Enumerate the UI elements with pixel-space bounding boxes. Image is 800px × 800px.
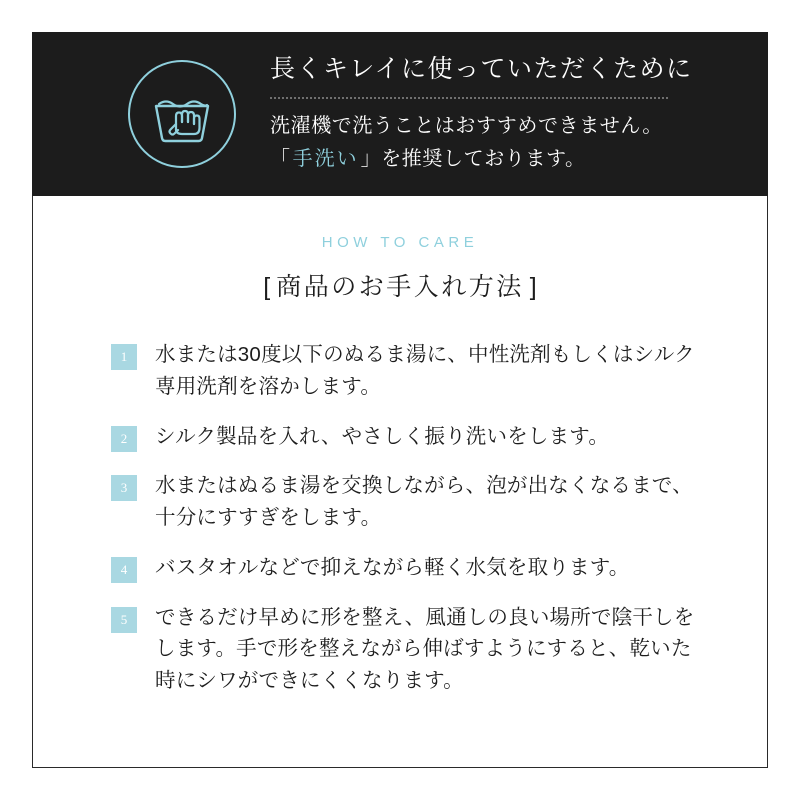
quote-close-and-text: 」を推奨しております。 xyxy=(360,147,586,170)
care-steps-list xyxy=(33,339,767,697)
care-body-panel xyxy=(32,196,768,768)
header-banner xyxy=(32,32,768,196)
list-item xyxy=(111,421,709,453)
handwash-accent-word: 手洗い xyxy=(292,147,359,170)
step-text: 水またはぬるま湯を交換しながら、泡が出なくなるまで、十分にすすぎをします。 xyxy=(155,474,693,530)
section-eyebrow: HOW TO CARE xyxy=(321,234,479,251)
list-item xyxy=(111,339,709,403)
header-title: 長くキレイに使っていただくために xyxy=(270,55,693,84)
step-number-badge: 3 xyxy=(111,475,137,501)
section-title xyxy=(33,267,767,303)
section-title-text: 商品のお手入れ方法 xyxy=(276,273,524,301)
header-text-block xyxy=(270,54,768,173)
step-number-badge: 2 xyxy=(111,426,137,452)
dotted-divider xyxy=(270,97,668,99)
step-text: 水または30度以下のぬるま湯に、中性洗剤もしくはシルク専用洗剤を溶かします。 xyxy=(155,343,695,398)
hand-wash-icon xyxy=(128,60,236,168)
header-subtitle-line2 xyxy=(270,145,748,174)
bracket-open: [ xyxy=(263,273,271,301)
step-number-badge: 1 xyxy=(111,344,137,370)
header-subtitle-line1: 洗濯機で洗うことはおすすめできません。 xyxy=(270,114,663,137)
step-text: シルク製品を入れ、やさしく振り洗いをします。 xyxy=(155,424,610,448)
list-item xyxy=(111,552,709,584)
quote-open: 「 xyxy=(270,147,291,170)
step-text: できるだけ早めに形を整え、風通しの良い場所で陰干しをします。手で形を整えながら伸ばすようにすると、乾いた時にシワができにくくなります。 xyxy=(155,605,695,693)
bracket-close: ] xyxy=(529,273,537,301)
step-number-badge: 5 xyxy=(111,607,137,633)
list-item xyxy=(111,470,709,534)
step-number-badge: 4 xyxy=(111,557,137,583)
list-item xyxy=(111,602,709,697)
step-text: バスタオルなどで抑えながら軽く水気を取ります。 xyxy=(155,555,630,579)
